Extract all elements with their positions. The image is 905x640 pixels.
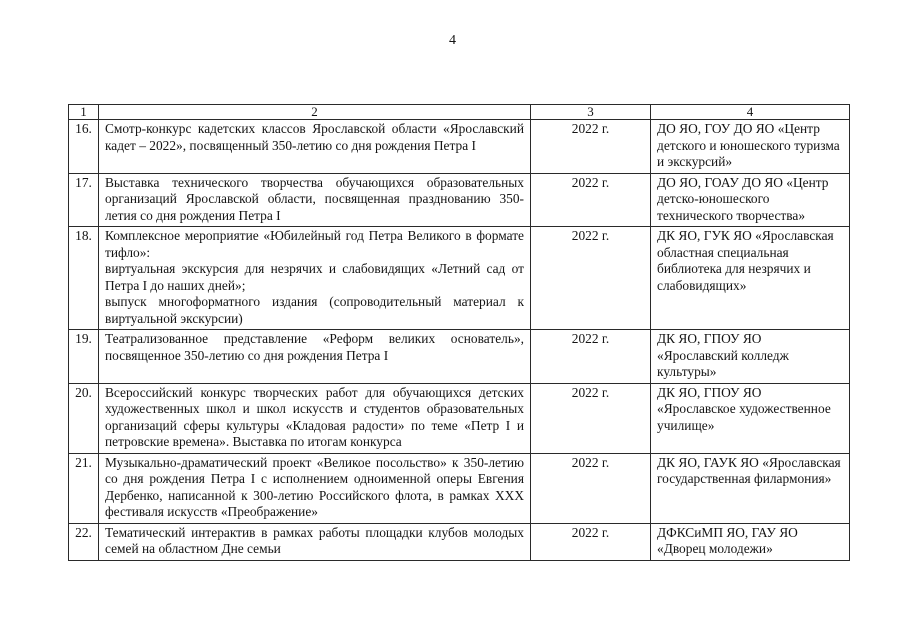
event-paragraph: Комплексное мероприятие «Юбилейный год Петра Великого в формате тифло»: [105, 228, 524, 260]
event-paragraph: выпуск многоформатного издания (сопроводительный материал к виртуальной экскурсии) [105, 294, 524, 326]
table-row [69, 453, 850, 523]
responsible-organization: ДФКСиМП ЯО, ГАУ ЯО «Дворец молодежи» [651, 523, 850, 560]
table-header-row [69, 105, 850, 120]
table-row [69, 523, 850, 560]
event-paragraph: Смотр-конкурс кадетских классов Ярославской области «Ярославский кадет – 2022», посвященный 350-летию со дня рождения Петра I [105, 121, 524, 153]
row-number: 22. [69, 523, 99, 560]
responsible-organization: ДО ЯО, ГОУ ДО ЯО «Центр детского и юношеского туризма и экскурсий» [651, 120, 850, 174]
responsible-organization: ДК ЯО, ГПОУ ЯО «Ярославское художественное училище» [651, 383, 850, 453]
column-header: 3 [531, 105, 651, 120]
event-year: 2022 г. [531, 173, 651, 227]
event-description [99, 523, 531, 560]
column-header: 4 [651, 105, 850, 120]
event-description [99, 453, 531, 523]
event-description [99, 227, 531, 330]
responsible-organization: ДК ЯО, ГАУК ЯО «Ярославская государственная филармония» [651, 453, 850, 523]
event-paragraph: Всероссийский конкурс творческих работ для обучающихся детских художественных школ и школ искусств и студентов образовательных организаций сферы культуры «Кладовая радости» по теме «Петр I и петровские времена». Выставка по итогам конкурса [105, 384, 524, 449]
event-year: 2022 г. [531, 453, 651, 523]
row-number: 18. [69, 227, 99, 330]
responsible-organization: ДК ЯО, ГПОУ ЯО «Ярославский колледж культуры» [651, 330, 850, 384]
table-row [69, 227, 850, 330]
events-table [68, 104, 850, 561]
event-description [99, 330, 531, 384]
event-paragraph: виртуальная экскурсия для незрячих и слабовидящих «Летний сад от Петра I до наших дней»; [105, 261, 524, 293]
event-paragraph: Тематический интерактив в рамках работы площадки клубов молодых семей на областном Дне семьи [105, 524, 524, 556]
row-number: 20. [69, 383, 99, 453]
event-year: 2022 г. [531, 383, 651, 453]
column-header: 2 [99, 105, 531, 120]
column-header: 1 [69, 105, 99, 120]
event-year: 2022 г. [531, 330, 651, 384]
event-paragraph: Музыкально-драматический проект «Великое посольство» к 350-летию со дня рождения Петра I с исполнением одноименной оперы Евгения Дербенко, написанной к 300-летию Российского флота, в рамках XXX фестиваля искусств «Преображение» [105, 454, 524, 519]
row-number: 21. [69, 453, 99, 523]
row-number: 17. [69, 173, 99, 227]
table-row [69, 330, 850, 384]
event-description [99, 173, 531, 227]
table-row [69, 120, 850, 174]
table-row [69, 383, 850, 453]
table-row [69, 173, 850, 227]
page-number: 4 [449, 33, 456, 48]
row-number: 16. [69, 120, 99, 174]
responsible-organization: ДК ЯО, ГУК ЯО «Ярославская областная специальная библиотека для незрячих и слабовидящих» [651, 227, 850, 330]
row-number: 19. [69, 330, 99, 384]
event-year: 2022 г. [531, 120, 651, 174]
event-description [99, 383, 531, 453]
responsible-organization: ДО ЯО, ГОАУ ДО ЯО «Центр детско-юношеского технического творчества» [651, 173, 850, 227]
event-description [99, 120, 531, 174]
event-paragraph: Выставка технического творчества обучающихся образовательных организаций Ярославской области, посвященная празднованию 350-летия со дня рождения Петра I [105, 174, 524, 223]
event-year: 2022 г. [531, 227, 651, 330]
event-year: 2022 г. [531, 523, 651, 560]
event-paragraph: Театрализованное представление «Реформ великих основатель», посвященное 350-летию со дня рождения Петра I [105, 331, 524, 363]
